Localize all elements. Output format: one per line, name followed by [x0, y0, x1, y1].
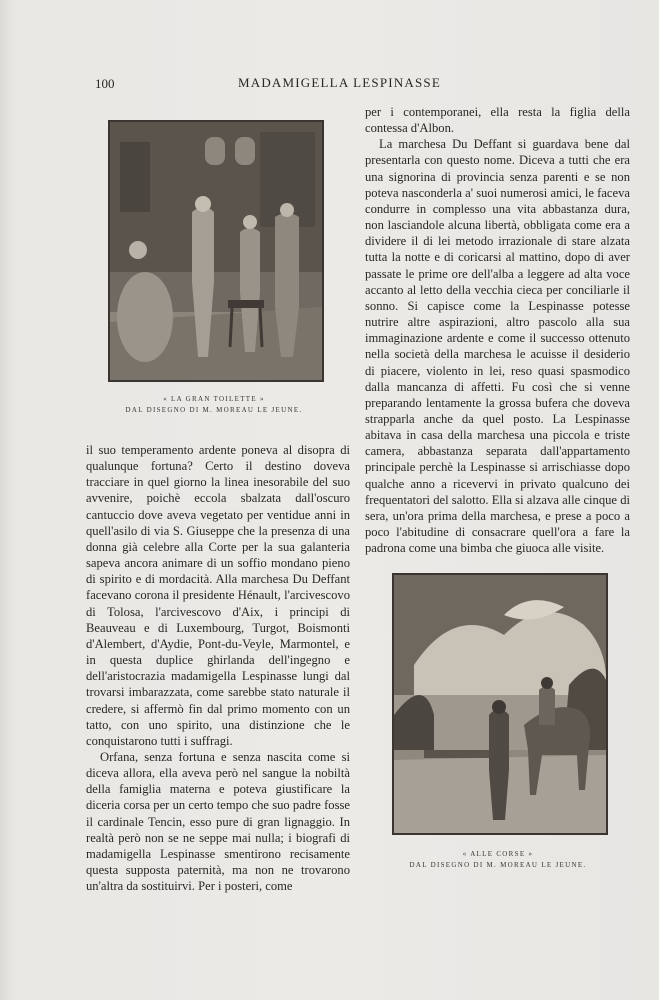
caption-alle-corse [392, 849, 604, 871]
right-column [365, 104, 630, 556]
caption-credit: DAL DISEGNO DI M. MOREAU LE JEUNE. [409, 861, 587, 869]
page-number: 100 [95, 76, 115, 91]
paragraph: il suo temperamento ardente poneva al disopra di qualunque fortuna? Certo il destino doveva tracciare in quel giorno la linea inesorabile del suo avvenire, poichè eccola sbalzata dall'oscuro cantuccio dove aveva vegetato per ventidue anni in quell'asilo di via S. Giuseppe che la presenza di una donna già celebre alla Corte per la sua galanteria sapeva ancora animare di un soffio mondano pieno di spirito e di mordacità. Alla marchesa Du Deffant facevano corona il presidente Hénault, l'arcivescovo di Tolosa, l'arcivescovo d'Aix, i principi di Beauveau e di Luxembourg, Turgot, Boismonti d'Alembert, d'Aydie, Pont-du-Veyle, Marmontel, e in questa duplice ghirlanda dell'ingegno e dell'aristocrazia madamigella Lespinasse lungi dal trovarsi imbarazzata, come sarebbe stato naturale il credere, si affermò fin dal primo momento con un tatto, con uno spirito, una distinzione che le conquistarono tutti i suffragi. [86, 443, 350, 748]
caption-credit: DAL DISEGNO DI M. MOREAU LE JEUNE. [125, 406, 303, 414]
engraving-la-gran-toilette [108, 120, 324, 382]
paragraph: per i contemporanei, ella resta la figlia della contessa d'Albon. [365, 105, 630, 136]
running-title: MADAMIGELLA LESPINASSE [238, 75, 441, 90]
engraving-alle-corse [392, 573, 608, 835]
caption-title: « ALLE CORSE » [462, 850, 534, 858]
paragraph: La marchesa Du Deffant si guardava bene dal presentarla con questo nome. Diceva a tutti che era una signorina di provincia senza parenti e se non poteva nasconderla a' suoi numerosi amici, le faceva condurre in complesso una vita abbastanza dura, non lasciandole alcuna libertà, obbligata come era a dividere il di lei metodo irrazionale di stare alzata tutta la notte e di coricarsi al mattino, dopo di aver passate le prime ore dell'alba a leggere ad alta voce accanto al letto della vecchia cieca per conciliarle il sonno. Si capisce come la Lespinasse potesse nutrire altre aspirazioni, altro pascolo alla sua immaginazione ardente e come il successo ottenuto nella società della marchesa le acuisse il desiderio di piacere, violento in lei, reso quasi spasmodico dalla mancanza di affetti. Fu così che si venne preparando lentamente la grossa bufera che doveva strapparla anche da quel posto. La Lespinasse abitava in casa della marchesa una piccola e triste camera, abbastanza separata dall'appartamento principale perchè la Lespinasse si arrischiasse dopo qualche anno a ricevervi in privato qualcuno dei frequentatori del salotto. Ella si alzava alle cinque di sera, un'ora prima della marchesa, e prese a poco a poco l'abitudine di consacrare quell'ora a fare la padrona come una bimba che giuoca alle visite. [365, 137, 630, 556]
engraving-alle-corse-art [394, 575, 606, 833]
engraving-gran-toilette-art [110, 122, 322, 380]
caption-title: « LA GRAN TOILETTE » [163, 395, 265, 403]
left-column [86, 442, 350, 894]
paragraph: Orfana, senza fortuna e senza nascita come si diceva allora, ella aveva però nel sangue la nobiltà della famiglia materna e poteva giustificare la diceria corsa per un certo tempo che suo padre fosse il cardinale Tencin, esso pure di gran lignaggio. In realtà però non se ne seppe mai nulla; i biografi di madamigella Lespinasse smentirono recisamente questa supposta paternità, ma non ne trovarono un'altra da sostituirvi. Per i posteri, come [86, 749, 350, 894]
caption-la-gran-toilette [108, 394, 320, 416]
